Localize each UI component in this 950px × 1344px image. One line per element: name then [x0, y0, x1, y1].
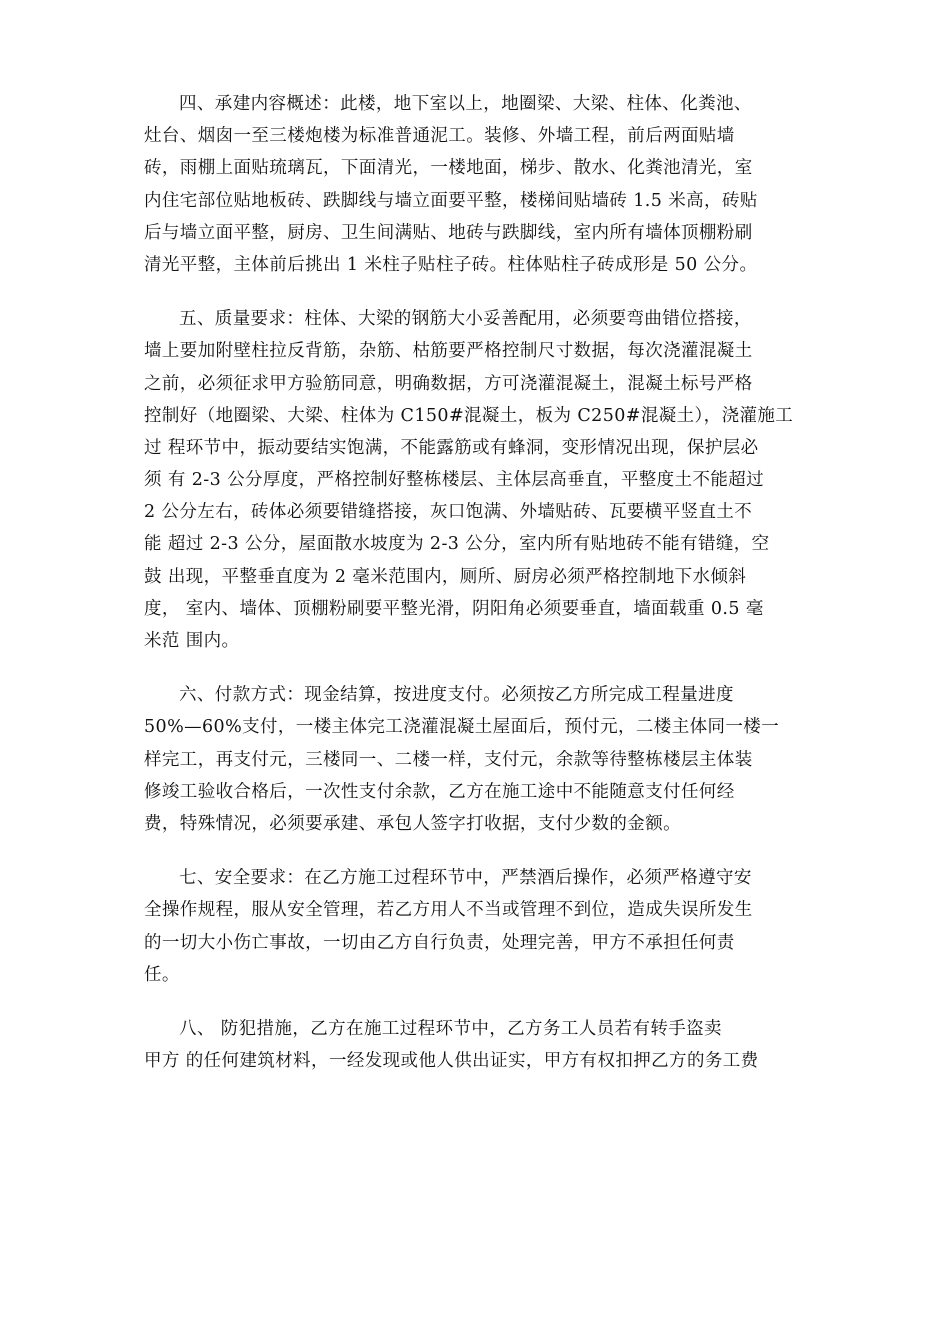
text-line: 50%—60%支付，一楼主体完工浇灌混凝土屋面后，预付元，二楼主体同一楼一 — [144, 717, 780, 738]
paragraph-theft-prevention — [144, 1013, 806, 1077]
text-line: 鼓 出现，平整垂直度为 2 毫米范围内，厕所、厨房必须严格控制地下水倾斜 — [144, 566, 747, 587]
text-line: 五、质量要求：柱体、大梁的钢筋大小妥善配用，必须要弯曲错位搭接， — [179, 309, 752, 330]
text-line: 任。 — [144, 964, 180, 985]
text-line: 费，特殊情况，必须要承建、承包人签字打收据，支付少数的金额。 — [144, 813, 681, 834]
text-line: 砖，雨棚上面贴琉璃瓦，下面清光，一楼地面，梯步、散水、化粪池清光，室 — [144, 158, 753, 179]
text-line: 六、付款方式：现金结算，按进度支付。必须按乙方所完成工程量进度 — [179, 685, 734, 706]
text-line: 须 有 2-3 公分厚度，严格控制好整栋楼层、主体层高垂直，平整度土不能超过 — [144, 470, 765, 491]
text-line: 2 公分左右，砖体必须要错缝搭接，灰口饱满、外墙贴砖、瓦要横平竖直土不 — [144, 502, 753, 523]
text-line: 样完工，再支付元，三楼同一、二楼一样，支付元，余款等待整栋楼层主体装 — [144, 749, 753, 770]
text-line: 的一切大小伤亡事故，一切由乙方自行负责，处理完善，甲方不承担任何责 — [144, 932, 735, 953]
text-line: 清光平整，主体前后挑出 1 米柱子贴柱子砖。柱体贴柱子砖成形是 50 公分。 — [144, 254, 758, 275]
paragraph-construction-scope — [144, 88, 806, 281]
text-line: 过 程环节中，振动要结实饱满，不能露筋或有蜂洞，变形情况出现，保护层必 — [144, 437, 759, 458]
text-line: 八、 防犯措施，乙方在施工过程环节中，乙方务工人员若有转手盗卖 — [179, 1018, 722, 1039]
text-line: 四、承建内容概述：此楼，地下室以上，地圈梁、大梁、柱体、化粪池、 — [179, 94, 752, 114]
text-line: 墙上要加附壁柱拉反背筋，杂筋、枯筋要严格控制尺寸数据，每次浇灌混凝土 — [144, 341, 753, 362]
text-line: 度， 室内、墙体、顶棚粉刷要平整光滑，阴阳角必须要垂直，墙面载重 0.5 毫 — [144, 598, 764, 619]
text-line: 灶台、烟囱一至三楼炮楼为标准普通泥工。装修、外墙工程，前后两面贴墙 — [144, 126, 735, 147]
text-line: 甲方 的任何建筑材料，一经发现或他人供出证实，甲方有权扣押乙方的务工费 — [144, 1051, 759, 1072]
text-line: 全操作规程，服从安全管理，若乙方用人不当或管理不到位，造成失误所发生 — [144, 900, 753, 921]
text-line: 之前，必须征求甲方验筋同意，明确数据，方可浇灌混凝土，混凝土标号严格 — [144, 373, 753, 394]
paragraph-quality-requirements — [144, 303, 806, 657]
text-line: 内住宅部位贴地板砖、跌脚线与墙立面要平整，楼梯间贴墙砖 1.5 米高，砖贴 — [144, 190, 758, 211]
text-line: 控制好（地圈梁、大梁、柱体为 C150#混凝土，板为 C250#混凝土），浇灌施工 — [144, 405, 794, 426]
text-line: 修竣工验收合格后，一次性支付余款，乙方在施工途中不能随意支付任何经 — [144, 781, 735, 802]
contract-body — [144, 88, 806, 1099]
text-line: 七、安全要求：在乙方施工过程环节中，严禁酒后操作，必须严格遵守安 — [179, 868, 752, 889]
paragraph-payment-method — [144, 679, 806, 840]
paragraph-safety-requirements — [144, 862, 806, 991]
text-line: 能 超过 2-3 公分，屋面散水坡度为 2-3 公分，室内所有贴地砖不能有错缝，空 — [144, 534, 770, 555]
text-line: 米范 围内。 — [144, 631, 240, 651]
text-line: 后与墙立面平整，厨房、卫生间满贴、地砖与跌脚线，室内所有墙体顶棚粉刷 — [144, 222, 753, 243]
